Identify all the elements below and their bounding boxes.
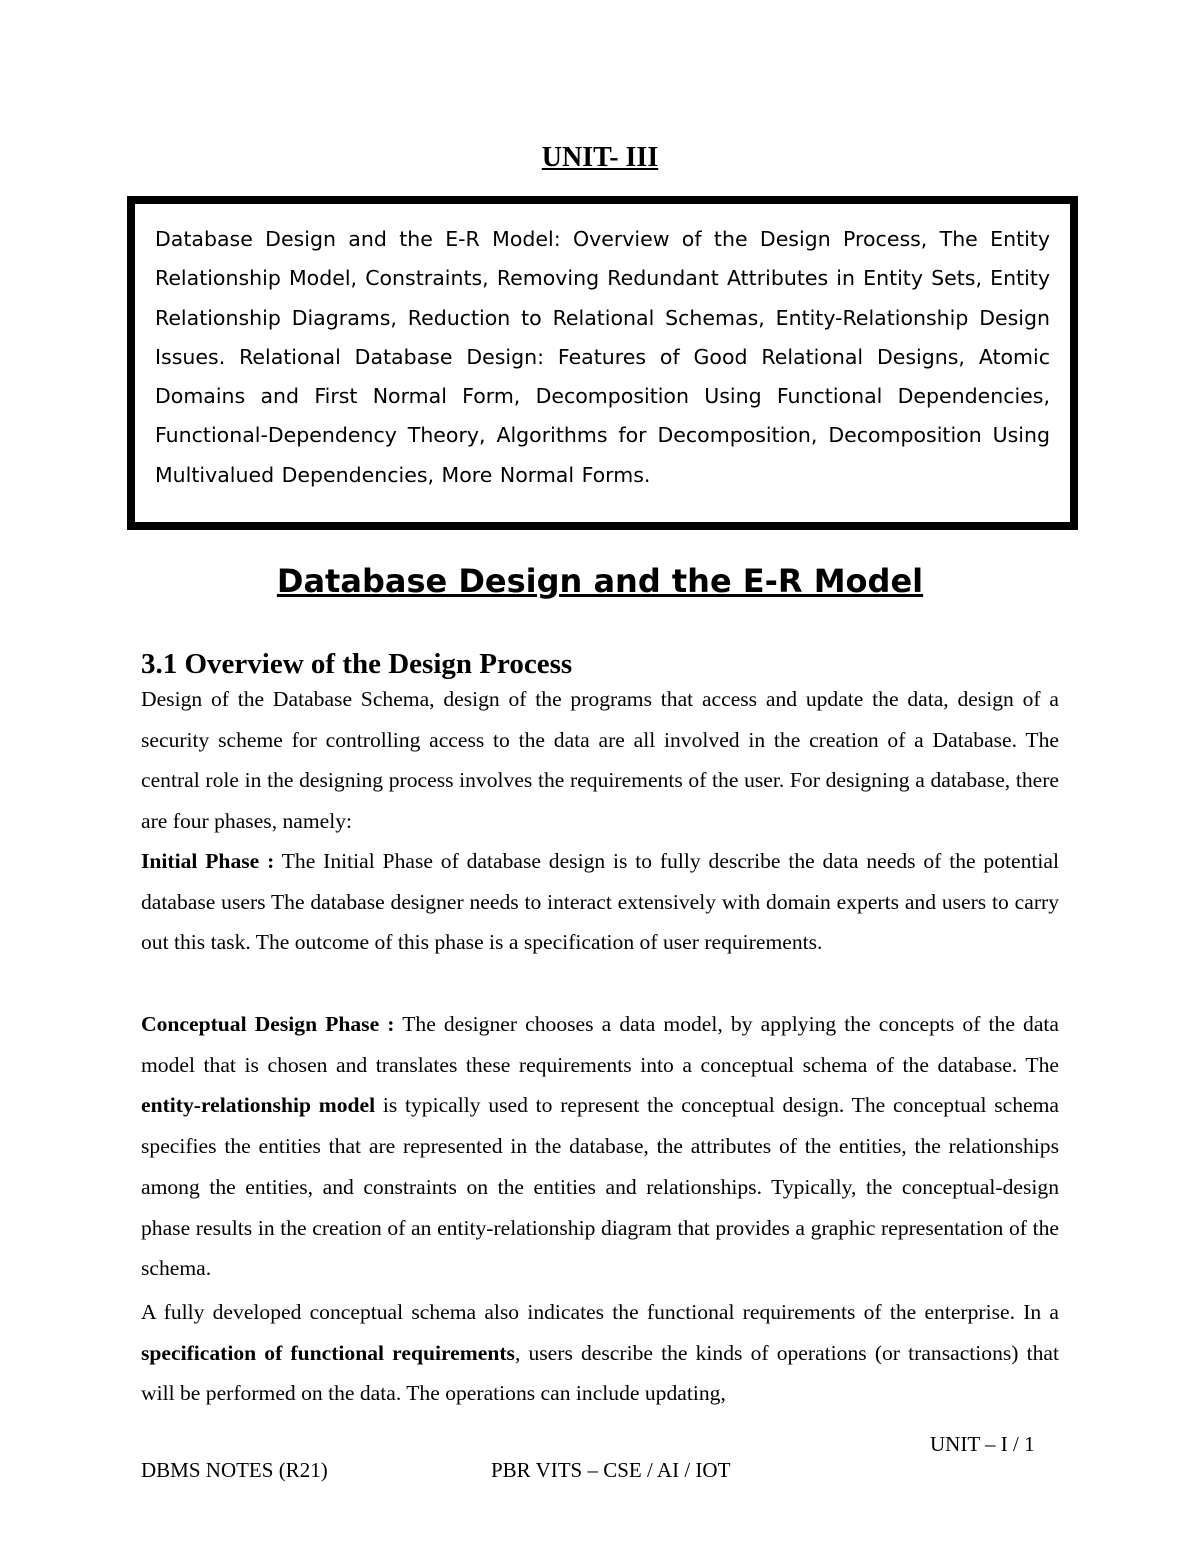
er-model-term: entity-relationship model bbox=[141, 1093, 376, 1118]
conceptual-phase-text-2: is typically used to represent the conceptual design. The conceptual schema specifies the entities that are represented in the database, the attributes of the entities, the relationships among the entities, and constraints on the entities and relationships. Typically, the conceptual-design phase results in the creation of an entity-relationship diagram that provides a graphic representation of the schema. bbox=[141, 1093, 1059, 1281]
footer-page-number: UNIT – I / 1 bbox=[930, 1432, 1035, 1456]
conceptual-phase-text-1: The designer chooses a data model, by applying the concepts of the data model that is chosen and translates these requirements into a conceptual schema of the database. The bbox=[141, 1012, 1059, 1077]
functional-requirements-paragraph bbox=[141, 1292, 1059, 1414]
syllabus-text: Database Design and the E-R Model: Overview of the Design Process, The Entity Relationship Model, Constraints, Removing Redundant Attributes in Entity Sets, Entity Relationship Diagrams, Reduction to Relational Schemas, Entity-Relationship Design Issues. Relational Database Design: Features of Good Relational Designs, Atomic Domains and First Normal Form, Decomposition Using Functional Dependencies, Functional-Dependency Theory, Algorithms for Decomposition, Decomposition Using Multivalued Dependencies, More Normal Forms. bbox=[155, 227, 1050, 487]
initial-phase-text: The Initial Phase of database design is to fully describe the data needs of the potential database users The database designer needs to interact extensively with domain experts and users to carry out this task. The outcome of this phase is a specification of user requirements. bbox=[141, 849, 1059, 955]
footer-course: DBMS NOTES (R21) bbox=[141, 1458, 328, 1482]
conceptual-phase-paragraph bbox=[141, 1004, 1059, 1289]
functional-req-text-1: A fully developed conceptual schema also indicates the functional requirements of the enterprise. In a bbox=[141, 1300, 1059, 1324]
initial-phase-paragraph bbox=[141, 841, 1059, 963]
unit-title: UNIT- III bbox=[541, 142, 659, 173]
subsection-heading: 3.1 Overview of the Design Process bbox=[141, 648, 573, 680]
section-heading: Database Design and the E-R Model bbox=[276, 562, 924, 600]
functional-req-term: specification of functional requirements bbox=[141, 1340, 515, 1365]
conceptual-phase-label: Conceptual Design Phase : bbox=[141, 1012, 395, 1036]
syllabus-box bbox=[127, 196, 1078, 530]
initial-phase-label: Initial Phase : bbox=[141, 849, 275, 873]
intro-paragraph: Design of the Database Schema, design of the programs that access and update the data, design of a security scheme for controlling access to the data are all involved in the creation of a Database. The central role in the designing process involves the requirements of the user. For designing a database, there are four phases, namely: bbox=[141, 687, 1059, 834]
footer-institution: PBR VITS – CSE / AI / IOT bbox=[491, 1458, 731, 1482]
functional-req-text-2: , users describe the kinds of operations (or transactions) that will be performed on the data. The operations can include updating, bbox=[141, 1340, 1060, 1406]
